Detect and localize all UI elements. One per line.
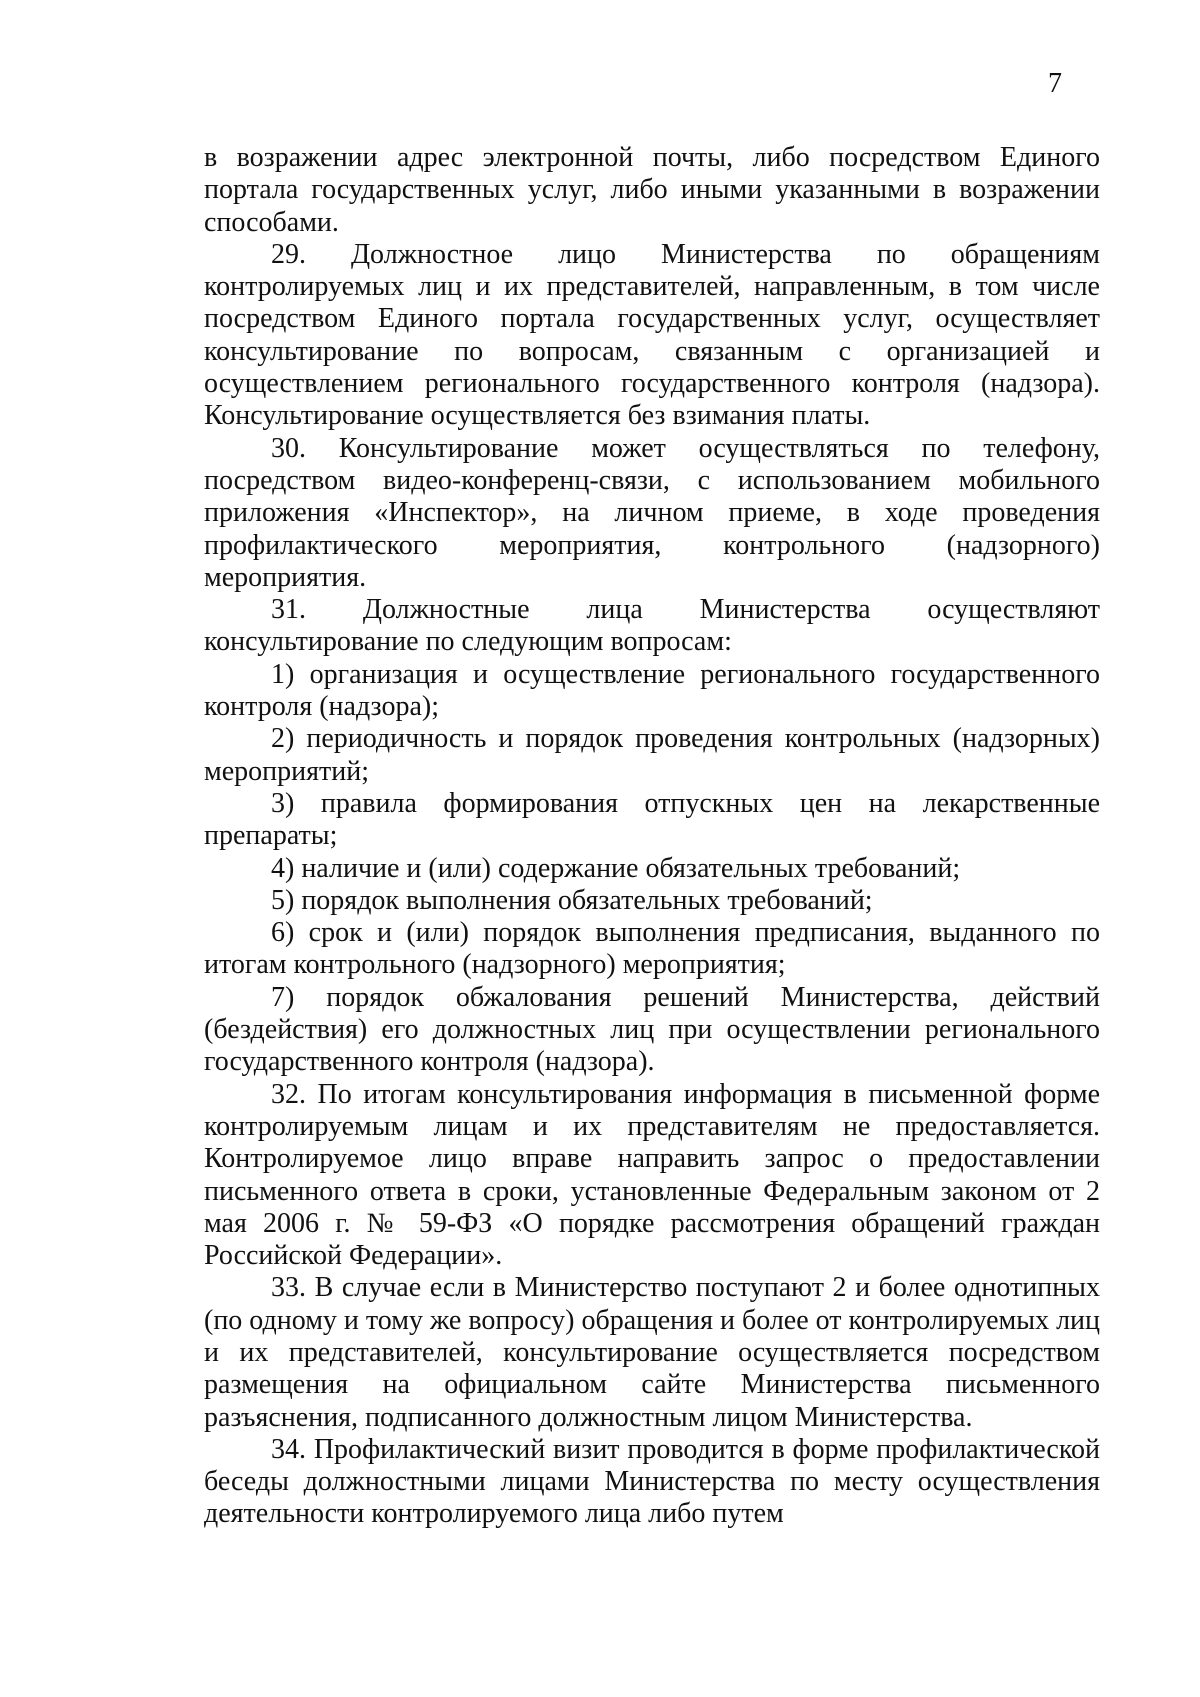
paragraph-34: 34. Профилактический визит проводится в форме профилактической беседы должностными лицами Министерства по месту осуществления деятельности контролируемого лица либо путем xyxy=(204,1433,1100,1530)
paragraph-continuation: в возражении адрес электронной почты, либо посредством Единого портала государственных услуг, либо иными указанными в возражении способами. xyxy=(204,142,1100,238)
list-item-2: 2) периодичность и порядок проведения контрольных (надзорных) мероприятий; xyxy=(204,723,1100,787)
list-item-4: 4) наличие и (или) содержание обязательных требований; xyxy=(271,852,961,884)
list-item-1: 1) организация и осуществление регионального государственного контроля (надзора); xyxy=(204,658,1100,723)
document-body xyxy=(204,142,1100,1531)
paragraph-32: 32. По итогам консультирования информация в письменной форме контролируемым лицам и их представителям не предоставляется. Контролируемое лицо вправе направить запрос о предоставлении письменного ответа в сроки, установленные Федеральным законом от 2 мая 2006 г. № 59-ФЗ «О порядке рассмотрения обращений граждан Российской Федерации». xyxy=(204,1078,1100,1272)
list-item-5: 5) порядок выполнения обязательных требований; xyxy=(271,884,873,916)
paragraph-31: 31. Должностные лица Министерства осуществляют консультирование по следующим вопросам: xyxy=(204,594,1100,658)
page-number: 7 xyxy=(1048,68,1062,99)
list-item-6: 6) срок и (или) порядок выполнения предписания, выданного по итогам контрольного (надзорного) мероприятия; xyxy=(204,917,1100,981)
list-item-7: 7) порядок обжалования решений Министерства, действий (бездействия) его должностных лиц при осуществлении регионального государственного контроля (надзора). xyxy=(204,981,1100,1078)
paragraph-33: 33. В случае если в Министерство поступают 2 и более однотипных (по одному и тому же вопросу) обращения и более от контролируемых лиц и их представителей, консультирование осуществляется посредством размещения на официальном сайте Министерства письменного разъяснения, подписанного должностным лицом Министерства. xyxy=(204,1272,1101,1433)
paragraph-30: 30. Консультирование может осуществляться по телефону, посредством видео-конференц-связи, с использованием мобильного приложения «Инспектор», на личном приеме, в ходе проведения профилактического мероприятия, контрольного (надзорного) мероприятия. xyxy=(204,432,1100,593)
list-item-3: 3) правила формирования отпускных цен на лекарственные препараты; xyxy=(204,787,1100,852)
paragraph-29: 29. Должностное лицо Министерства по обращениям контролируемых лиц и их представителей, направленным, в том числе посредством Единого портала государственных услуг, осуществляет консультирование по вопросам, связанным с организацией и осуществлением регионального государственного контроля (надзора). Консультирование осуществляется без взимания платы. xyxy=(204,238,1100,432)
